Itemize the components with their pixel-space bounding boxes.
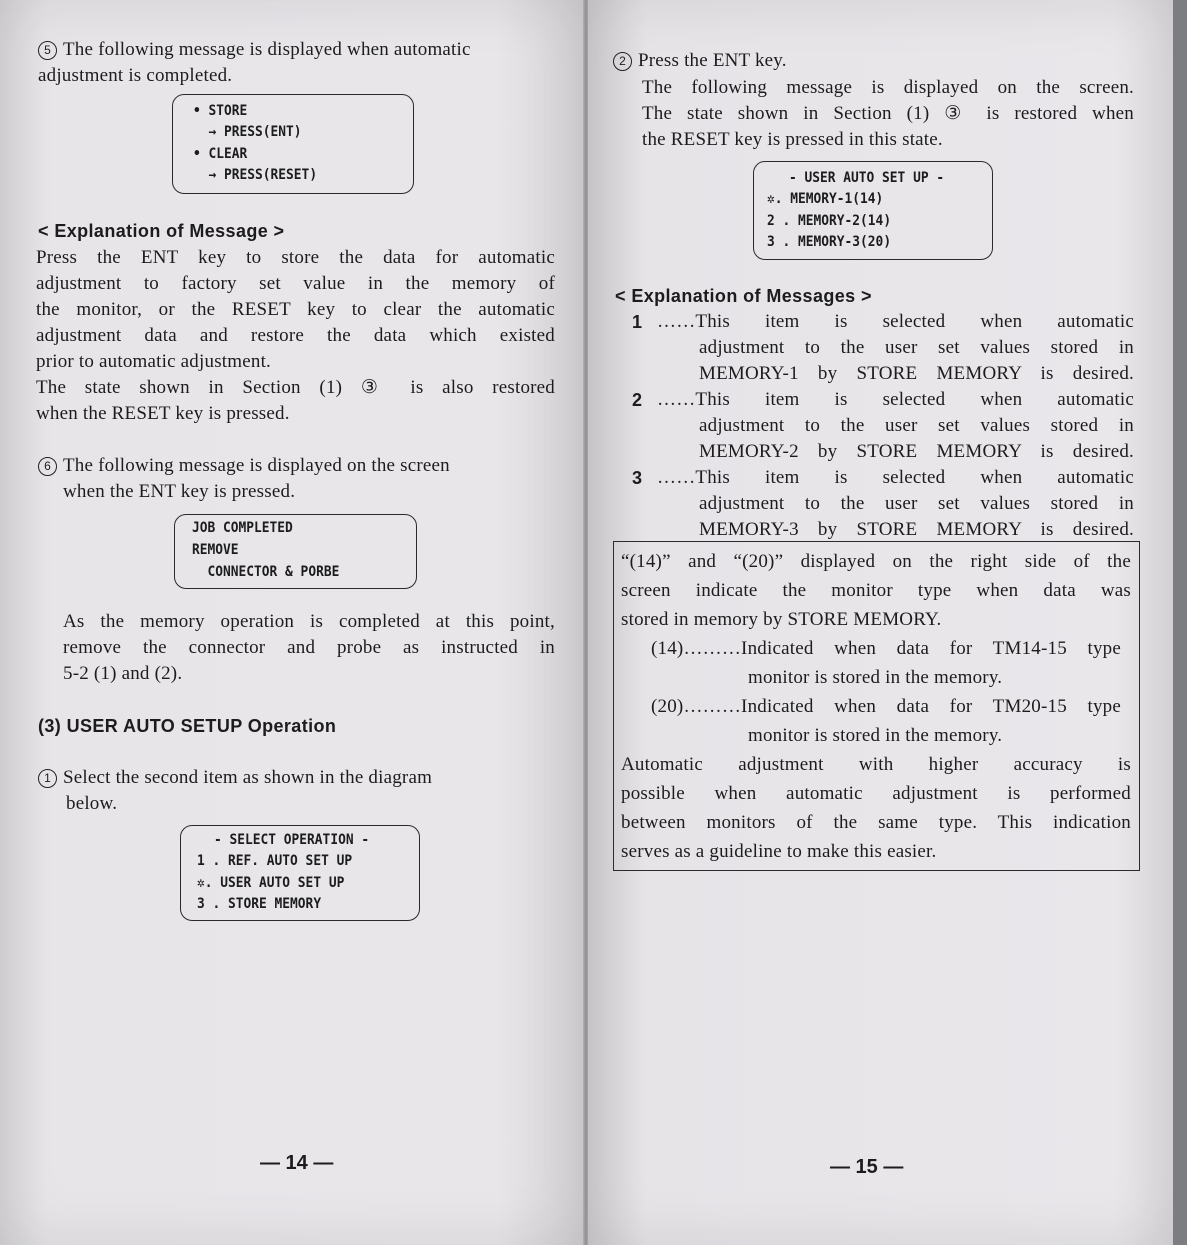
step-1-line-1 xyxy=(38,765,432,791)
explanation-line: prior to automatic adjustment. xyxy=(36,351,272,372)
explanation-heading: < Explanation of Message > xyxy=(38,221,285,241)
message-box-select-operation xyxy=(180,825,420,921)
item-line: adjustment to the user set values stored in xyxy=(699,337,1134,358)
step-6-text: The following message is displayed on the screen xyxy=(63,455,450,476)
box-line: ✲. MEMORY-1(14) xyxy=(767,191,884,207)
box-line: → PRESS(RESET) xyxy=(193,167,318,183)
note-line: stored in memory by STORE MEMORY. xyxy=(621,609,942,630)
memory-line: 5-2 (1) and (2). xyxy=(63,663,183,684)
step-6-line-1 xyxy=(38,453,450,479)
memory-line: remove the connector and probe as instructed in xyxy=(63,637,555,658)
item-line: MEMORY-3 by STORE MEMORY is desired. xyxy=(699,519,1134,540)
note-line: monitor is stored in the memory. xyxy=(748,667,1003,688)
step-1-line-2: below. xyxy=(66,793,118,814)
step-1-text: Select the second item as shown in the diagram xyxy=(63,767,433,788)
note-line: (14)………Indicated when data for TM14-15 type xyxy=(651,638,1121,659)
step-2-line: the RESET key is pressed in this state. xyxy=(642,129,943,150)
message-box-job-completed xyxy=(174,514,417,589)
explanation-line: Press the ENT key to store the data for automatic xyxy=(36,247,555,268)
item-line: ……This item is selected when automatic xyxy=(657,389,1134,410)
step-1-number: 1 xyxy=(38,769,57,788)
item-number: 1 xyxy=(632,312,643,332)
explanation-line: the monitor, or the RESET key to clear the automatic xyxy=(36,299,555,320)
box-line: JOB COMPLETED xyxy=(192,520,293,536)
right-page xyxy=(588,0,1173,1245)
note-line: (20)………Indicated when data for TM20-15 type xyxy=(651,696,1121,717)
box-line: ✲. USER AUTO SET UP xyxy=(197,875,345,891)
note-line: Automatic adjustment with higher accuracy is xyxy=(621,754,1131,775)
step-5-text: The following message is displayed when automatic xyxy=(63,39,471,60)
step-2-line: The state shown in Section (1) ③ is restored when xyxy=(642,103,1134,124)
note-line: serves as a guideline to make this easier. xyxy=(621,841,937,862)
memory-line: As the memory operation is completed at this point, xyxy=(63,611,555,632)
explanation-line: adjustment to factory set value in the memory of xyxy=(36,273,555,294)
message-box-store-clear xyxy=(172,94,414,194)
item-number: 2 xyxy=(632,390,643,410)
item-number: 3 xyxy=(632,468,643,488)
box-line: - USER AUTO SET UP - xyxy=(789,170,945,186)
explanation-line: when the RESET key is pressed. xyxy=(36,403,290,424)
step-2-text: Press the ENT key. xyxy=(638,50,787,71)
step-5-line-2: adjustment is completed. xyxy=(38,65,233,86)
box-line: • STORE xyxy=(193,103,248,119)
item-line: MEMORY-1 by STORE MEMORY is desired. xyxy=(699,363,1134,384)
step-6-number: 6 xyxy=(38,457,57,476)
step-5-number: 5 xyxy=(38,41,57,60)
note-line: possible when automatic adjustment is performed xyxy=(621,783,1131,804)
step-2-line: The following message is displayed on the screen. xyxy=(642,77,1134,98)
item-line: adjustment to the user set values stored in xyxy=(699,415,1134,436)
explanation-heading: < Explanation of Messages > xyxy=(615,286,872,306)
item-line: ……This item is selected when automatic xyxy=(657,467,1134,488)
box-line: 3 . STORE MEMORY xyxy=(197,896,322,912)
box-line: • CLEAR xyxy=(193,146,248,162)
note-line: screen indicate the monitor type when data was xyxy=(621,580,1131,601)
box-line: CONNECTOR & PORBE xyxy=(192,564,340,580)
step-2-line-1 xyxy=(613,48,787,74)
item-line: MEMORY-2 by STORE MEMORY is desired. xyxy=(699,441,1134,462)
item-line: ……This item is selected when automatic xyxy=(657,311,1134,332)
note-box xyxy=(613,541,1140,871)
box-line: REMOVE xyxy=(192,542,239,558)
step-6-line-2: when the ENT key is pressed. xyxy=(63,481,296,502)
box-line: 1 . REF. AUTO SET UP xyxy=(197,853,353,869)
section-3-heading: (3) USER AUTO SETUP Operation xyxy=(38,716,337,736)
explanation-line: The state shown in Section (1) ③ is also restored xyxy=(36,377,555,398)
page-number: — 15 — xyxy=(830,1156,904,1178)
left-page xyxy=(0,0,585,1245)
box-line: 2 . MEMORY-2(14) xyxy=(767,213,892,229)
note-line: monitor is stored in the memory. xyxy=(748,725,1003,746)
item-line: adjustment to the user set values stored in xyxy=(699,493,1134,514)
box-line: - SELECT OPERATION - xyxy=(214,832,370,848)
step-5-line-1 xyxy=(38,37,471,63)
explanation-line: adjustment data and restore the data which existed xyxy=(36,325,555,346)
message-box-user-auto-setup xyxy=(753,161,993,260)
page-number: — 14 — xyxy=(260,1152,334,1174)
box-line: 3 . MEMORY-3(20) xyxy=(767,234,892,250)
note-line: between monitors of the same type. This indication xyxy=(621,812,1131,833)
note-line: “(14)” and “(20)” displayed on the right side of the xyxy=(621,551,1131,572)
step-2-number: 2 xyxy=(613,52,632,71)
box-line: → PRESS(ENT) xyxy=(193,124,302,140)
